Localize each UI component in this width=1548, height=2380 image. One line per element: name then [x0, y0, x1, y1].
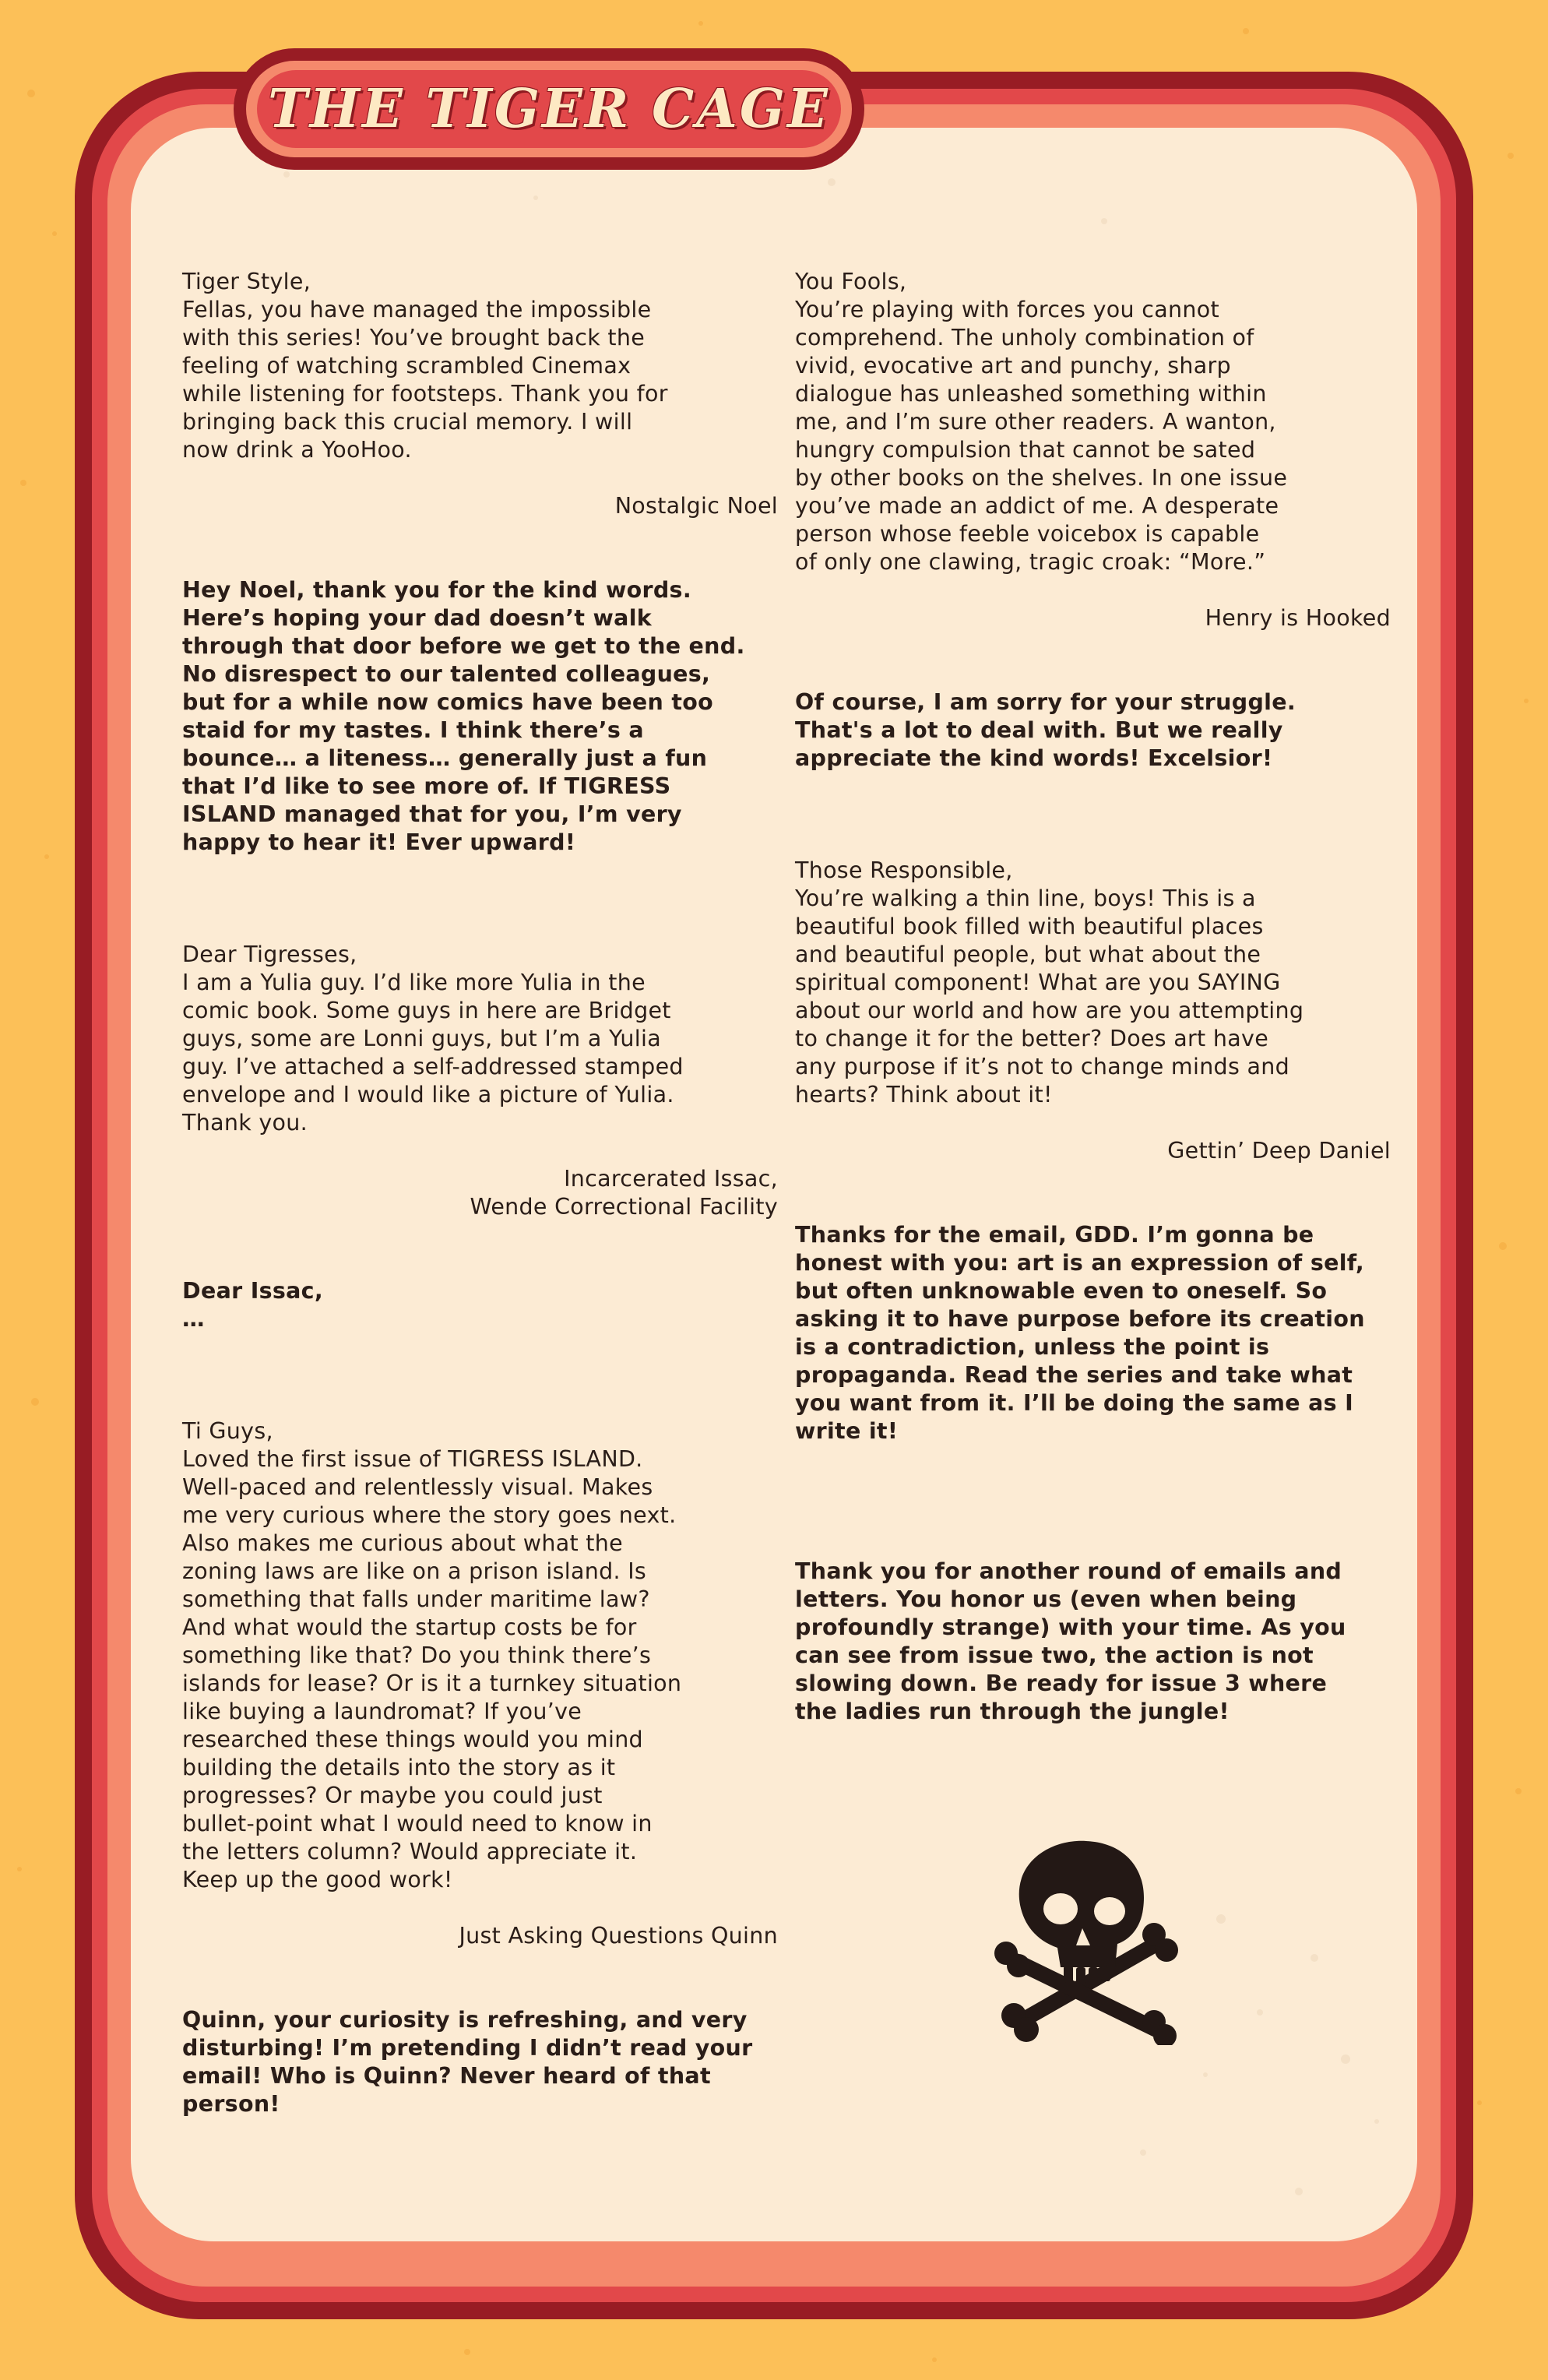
text-line: like buying a laundromat? If you’ve: [182, 1699, 582, 1724]
text-line: something like that? Do you think there’s: [182, 1642, 652, 1668]
text-line: asking it to have purpose before its creation: [795, 1306, 1365, 1332]
text-line: profoundly strange) with your time. As you: [795, 1614, 1346, 1640]
letter-signature: [182, 1165, 778, 1221]
signature-line: Gettin’ Deep Daniel: [1167, 1138, 1391, 1164]
text-line: Keep up the good work!: [182, 1867, 453, 1892]
text-line: bullet-point what I would need to know in: [182, 1811, 653, 1836]
text-line: appreciate the kind words! Excelsior!: [795, 745, 1273, 771]
letter-questions-quinn: [182, 1417, 778, 1894]
letter-signature: [795, 1137, 1391, 1165]
text-line: me, and I’m sure other readers. A wanton,: [795, 409, 1276, 435]
text-line: Also makes me curious about what the: [182, 1530, 623, 1556]
text-line: bounce… a liteness… generally just a fun: [182, 745, 708, 771]
text-line: is a contradiction, unless the point is: [795, 1334, 1270, 1360]
left-column: [182, 268, 778, 2118]
text-line: you want from it. I’ll be doing the same as I: [795, 1390, 1353, 1416]
text-line: You Fools,: [795, 269, 907, 294]
text-line: Dear Tigresses,: [182, 942, 357, 967]
text-line: happy to hear it! Ever upward!: [182, 829, 576, 855]
text-line: beautiful book filled with beautiful places: [795, 914, 1264, 939]
text-line: that I’d like to see more of. If TIGRESS: [182, 773, 671, 799]
text-line: That's a lot to deal with. But we really: [795, 717, 1283, 743]
text-line: Ti Guys,: [182, 1418, 273, 1444]
text-line: Of course, I am sorry for your struggle.: [795, 689, 1296, 715]
closing-note: [795, 1558, 1391, 1726]
text-line: And what would the startup costs be for: [182, 1614, 637, 1640]
signature-line: Just Asking Questions Quinn: [459, 1923, 778, 1949]
text-line: propaganda. Read the series and take what: [795, 1362, 1353, 1388]
text-line: vivid, evocative art and punchy, sharp: [795, 353, 1231, 378]
text-line: Hey Noel, thank you for the kind words.: [182, 577, 691, 603]
reply-to-issac: [182, 1277, 778, 1333]
text-line: and beautiful people, but what about the: [795, 942, 1261, 967]
skull-crossbones-icon: [989, 1835, 1184, 2045]
page-title: THE TIGER CAGE: [268, 78, 830, 140]
letter-nostalgic-noel: [182, 268, 778, 464]
text-line: can see from issue two, the action is not: [795, 1642, 1314, 1668]
text-line: Tiger Style,: [182, 269, 311, 294]
text-line: feeling of watching scrambled Cinemax: [182, 353, 632, 378]
text-line: while listening for footsteps. Thank you for: [182, 381, 668, 407]
text-line: guys, some are Lonni guys, but I’m a Yulia: [182, 1026, 661, 1051]
reply-to-noel: [182, 576, 778, 857]
title-tab: [257, 70, 841, 148]
text-line: about our world and how are you attempting: [795, 998, 1304, 1023]
text-line: hungry compulsion that cannot be sated: [795, 437, 1256, 463]
text-line: You’re walking a thin line, boys! This is a: [795, 885, 1256, 911]
text-line: something that falls under maritime law?: [182, 1586, 650, 1612]
text-line: now drink a YooHoo.: [182, 437, 412, 463]
letter-signature: [182, 492, 778, 520]
text-line: but for a while now comics have been too: [182, 689, 713, 715]
text-line: islands for lease? Or is it a turnkey situation: [182, 1671, 682, 1696]
text-line: You’re playing with forces you cannot: [795, 297, 1219, 322]
text-line: to change it for the better? Does art have: [795, 1026, 1269, 1051]
text-line: honest with you: art is an expression of self,: [795, 1250, 1365, 1276]
text-line: ISLAND managed that for you, I’m very: [182, 801, 682, 827]
text-line: progresses? Or maybe you could just: [182, 1783, 603, 1808]
text-line: No disrespect to our talented colleagues,: [182, 661, 711, 687]
text-line: of only one clawing, tragic croak: “More.”: [795, 549, 1266, 575]
text-line: comic book. Some guys in here are Bridget: [182, 998, 671, 1023]
text-line: Well-paced and relentlessly visual. Makes: [182, 1474, 653, 1500]
right-column: [795, 268, 1391, 1726]
text-line: write it!: [795, 1418, 899, 1444]
text-line: disturbing! I’m pretending I didn’t read your: [182, 2035, 753, 2061]
text-line: envelope and I would like a picture of Yulia.: [182, 1082, 674, 1107]
text-line: any purpose if it’s not to change minds and: [795, 1054, 1289, 1079]
text-line: Here’s hoping your dad doesn’t walk: [182, 605, 653, 631]
text-line: dialogue has unleashed something within: [795, 381, 1267, 407]
letter-signature: [795, 604, 1391, 632]
reply-to-daniel: [795, 1221, 1391, 1445]
text-line: building the details into the story as it: [182, 1755, 616, 1780]
text-line: the letters column? Would appreciate it.: [182, 1839, 638, 1864]
text-line: spiritual component! What are you SAYING: [795, 970, 1281, 995]
text-line: Those Responsible,: [795, 857, 1013, 883]
text-line: Loved the first issue of TIGRESS ISLAND.: [182, 1446, 643, 1472]
letter-incarcerated-issac: [182, 941, 778, 1137]
reply-to-henry: [795, 688, 1391, 773]
text-line: Thank you for another round of emails and: [795, 1558, 1342, 1584]
text-line: by other books on the shelves. In one issue: [795, 465, 1288, 491]
text-line: email! Who is Quinn? Never heard of that: [182, 2063, 711, 2089]
text-line: hearts? Think about it!: [795, 1082, 1053, 1107]
letter-deep-daniel: [795, 857, 1391, 1109]
signature-line: Wende Correctional Facility: [470, 1194, 778, 1220]
text-line: I am a Yulia guy. I’d like more Yulia in the: [182, 970, 646, 995]
letter-signature: [182, 1922, 778, 1950]
text-line: bringing back this crucial memory. I will: [182, 409, 633, 435]
text-line: Dear Issac,: [182, 1278, 323, 1304]
signature-line: Henry is Hooked: [1205, 605, 1391, 631]
letter-henry-hooked: [795, 268, 1391, 576]
text-line: guy. I’ve attached a self-addressed stamped: [182, 1054, 684, 1079]
text-line: person!: [182, 2091, 280, 2117]
text-line: zoning laws are like on a prison island. Is: [182, 1558, 647, 1584]
text-line: letters. You honor us (even when being: [795, 1586, 1297, 1612]
text-line: Quinn, your curiosity is refreshing, and very: [182, 2007, 748, 2033]
signature-line: Nostalgic Noel: [614, 493, 778, 519]
text-line: through that door before we get to the end.: [182, 633, 745, 659]
signature-line: Incarcerated Issac,: [564, 1166, 778, 1192]
text-line: person whose feeble voicebox is capable: [795, 521, 1260, 547]
text-line: slowing down. Be ready for issue 3 where: [795, 1671, 1328, 1696]
text-line: Thank you.: [182, 1110, 308, 1135]
text-line: Fellas, you have managed the impossible: [182, 297, 652, 322]
text-line: staid for my tastes. I think there’s a: [182, 717, 644, 743]
reply-to-quinn: [182, 2006, 778, 2118]
text-line: with this series! You’ve brought back the: [182, 325, 646, 350]
text-line: but often unknowable even to oneself. So: [795, 1278, 1328, 1304]
text-line: …: [182, 1306, 205, 1332]
text-line: you’ve made an addict of me. A desperate: [795, 493, 1279, 519]
text-line: me very curious where the story goes next.: [182, 1502, 677, 1528]
text-line: Thanks for the email, GDD. I’m gonna be: [795, 1222, 1314, 1248]
text-line: the ladies run through the jungle!: [795, 1699, 1230, 1724]
text-line: comprehend. The unholy combination of: [795, 325, 1254, 350]
text-line: researched these things would you mind: [182, 1727, 643, 1752]
